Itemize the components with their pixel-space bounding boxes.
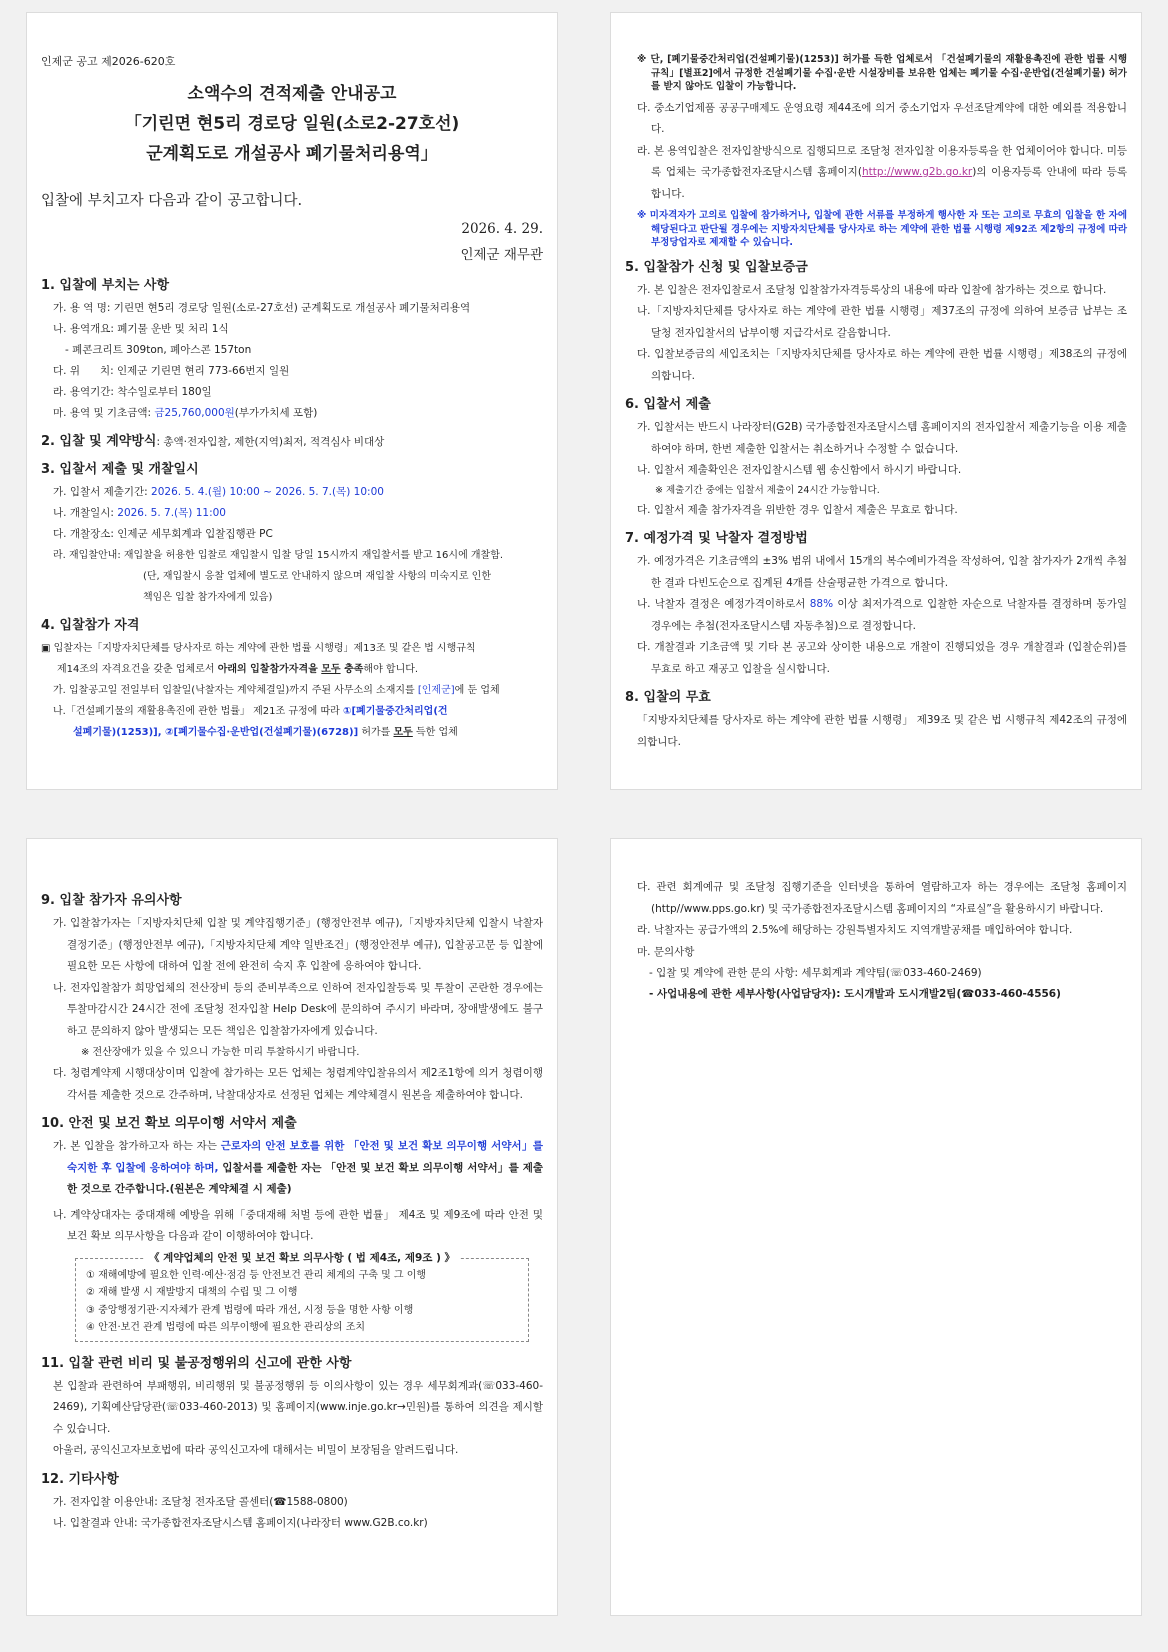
notice-issuer: 인제군 재무관 xyxy=(460,247,543,263)
item-bond-purchase: 라. 낙찰자는 공급가액의 2.5%에 해당하는 강원특별자치도 지역개발공채를 매입하여야 합니다. xyxy=(637,924,1073,936)
report-channels-text: 본 입찰과 관련하여 부패행위, 비리행위 및 불공정행위 등 이의사항이 있는 경우 세무회계과(☏033-460-2469), 기획예산담당관(☏033-460-2013) 및 홈페이지(www.inje.go.kr→민원)를 통하여 의견을 제시할 수 있습니다. xyxy=(53,1379,543,1435)
item-bid-invalid: 다. 입찰서 제출 참가자격을 위반한 경우 입찰서 제출은 무효로 합니다. xyxy=(637,503,958,516)
item-call-center: 가. 전자입찰 이용안내: 조달청 전자조달 콜센터(☎1588-0800) xyxy=(53,1495,348,1508)
submission-period-value: 2026. 5. 4.(월) 10:00 ~ 2026. 5. 7.(목) 10:00 xyxy=(151,486,384,498)
license-requirement-cont: 설폐기물)(1253)], ②[폐기물수집·운반업(건설폐기물)(6728)] 허가를 모두 득한 업체 xyxy=(73,727,458,738)
section-10-heading: 10. 안전 및 보건 확보 의무이행 서약서 제출 xyxy=(41,1116,297,1131)
notice-date: 2026. 4. 29. xyxy=(461,221,543,237)
item-base-amount: 마. 용역 및 기초금액: 금25,760,000원(부가가치세 포함) xyxy=(53,407,318,419)
license-exception-note: ※ 단, [폐기물중간처리업(건설폐기물)(1253)] 허가를 득한 업체로서 「건설폐기물의 재활용촉진에 관한 법률 시행규칙」[별표2]에서 규정한 건설폐기물 수집·운반 시설장비를 보유한 업체는 폐기물 수집·운반업(건설폐기물) 허가를 받지 않아도 입찰이 가능합니다. xyxy=(637,54,1127,92)
item-inquiries: 마. 문의사항 xyxy=(637,945,695,958)
item-result-guide: 나. 입찰결과 안내: 국가종합전자조달시스템 홈페이지(나라장터 www.G2B.co.kr) xyxy=(53,1516,428,1529)
notice-title-line-1: 소액수의 견적제출 안내공고 xyxy=(187,84,397,104)
page-2 xyxy=(610,12,1142,790)
safety-obligation-item: ② 재해 발생 시 재발방지 대책의 수립 및 그 이행 xyxy=(86,1287,298,1298)
threshold-rate: 88% xyxy=(809,598,834,610)
item-safety-pledge: 가. 본 입찰을 참가하고자 하는 자는 근로자의 안전 보호를 위한 「안전 및 보건 확보 의무이행 서약서」를 숙지한 후 입찰에 응하여야 하며, 입찰서를 제출한 자는 「안전 및 보건 확보 의무이행 서약서」를 제출한 것으로 간주합니다.(원본은 계약체결 시 제출) xyxy=(53,1140,543,1195)
item-sme-priority: 다. 중소기업제품 공공구매제도 운영요령 제44조에 의거 중소기업자 우선조달계약에 대한 예외를 적용합니다. xyxy=(637,101,1127,135)
item-license-requirement: 나.「건설폐기물의 재활용촉진에 관한 법률」 제21조 규정에 따라 ①[폐기물중간처리업(건 xyxy=(53,706,448,717)
qualification-statement-cont: 제14조의 자격요건을 갖춘 업체로서 아래의 입찰참가자격을 모두 충족해야 합니다. xyxy=(57,664,419,675)
item-opening-place: 다. 개찰장소: 인제군 세무회계과 입찰집행관 PC xyxy=(53,528,273,540)
rebid-notice-cont-2: 책임은 입찰 참가자에게 있음) xyxy=(143,592,273,603)
item-rebid-notice: 라. 재입찰안내: 재입찰을 허용한 입찰로 재입찰시 입찰 당일 15시까지 재입찰서를 받고 16시에 개찰함. xyxy=(53,550,504,561)
item-period: 라. 용역기간: 착수일로부터 180일 xyxy=(53,386,212,398)
item-service-overview: 나. 용역개요: 폐기물 운반 및 처리 1식 xyxy=(53,323,229,335)
section-12-heading: 12. 기타사항 xyxy=(41,1471,119,1487)
safety-obligations-box xyxy=(75,1251,529,1342)
page-4 xyxy=(610,838,1142,1616)
section-11-heading: 11. 입찰 관련 비리 및 불공정행위의 신고에 관한 사항 xyxy=(41,1355,352,1371)
contract-method-text: : 총액·전자입찰, 제한(지역)최저, 적격심사 비대상 xyxy=(156,436,385,448)
page-1 xyxy=(26,12,558,790)
section-9-heading: 9. 입찰 참가자 유의사항 xyxy=(41,893,182,908)
item-winner-decision: 나. 낙찰자 결정은 예정가격이하로서 88% 이상 최저가격으로 입찰한 자순으로 낙찰자를 결정하며 동가일 경우에는 추첨(전자조달시스템 자동추첨)으로 결정합니다. xyxy=(637,598,1127,632)
opening-date-value: 2026. 5. 7.(목) 11:00 xyxy=(117,507,226,519)
item-bid-confirmation: 나. 입찰서 제출확인은 전자입찰시스템 웹 송신함에서 하시기 바랍니다. xyxy=(637,464,962,476)
item-participant-rules: 가. 입찰참가자는「지방자치단체 입찰 및 계약집행기준」(행정안전부 예규),「지방자치단체 입찰시 낙찰자 결정기준」(행정안전부 예규),「지방자치단체 계약 일반조건」(행정안전부 예규), 입찰공고문 등 입찰에 필요한 모든 사항에 대하여 입찰 전에 완전히 숙지 후 입찰에 응하여야 합니다. xyxy=(53,917,543,972)
section-7-heading: 7. 예정가격 및 낙찰자 결정방법 xyxy=(625,531,808,546)
safety-box-title: 《 계약업체의 안전 및 보건 확보 의무사항 ( 법 제4조, 제9조 ) 》 xyxy=(86,1249,518,1267)
notice-number: 인제군 공고 제2026-620호 xyxy=(41,55,176,68)
item-submission-period: 가. 입찰서 제출기간: 2026. 5. 4.(월) 10:00 ~ 2026. 5. 7.(목) 10:00 xyxy=(53,486,384,498)
early-bid-note: ※ 전산장애가 있을 수 있으니 가능한 미리 투찰하시기 바랍니다. xyxy=(81,1047,360,1058)
item-opening-date: 나. 개찰일시: 2026. 5. 7.(목) 11:00 xyxy=(53,507,226,519)
section-3-heading: 3. 입찰서 제출 및 개찰일시 xyxy=(41,462,199,477)
sanction-note: ※ 미자격자가 고의로 입찰에 참가하거나, 입찰에 관한 서류를 부정하게 행사한 자 또는 고의로 무효의 입찰을 한 자에 해당된다고 판단될 경우에는 지방자치단체를 당사자로 하는 계약에 관한 법률 시행령 제92조 제2항의 규정에 따라 부정당업자로 제재할 수 있습니다. xyxy=(637,210,1127,248)
section-5-heading: 5. 입찰참가 신청 및 입찰보증금 xyxy=(625,259,808,275)
safety-obligation-item: ① 재해예방에 필요한 인력·예산·점검 등 안전보건 관리 체계의 구축 및 그 이행 xyxy=(86,1269,427,1281)
section-2-heading: 2. 입찰 및 계약방식: 총액·전자입찰, 제한(지역)최저, 적격심사 비대상 xyxy=(41,434,385,449)
item-equipment-issues: 나. 전자입찰참가 희망업체의 전산장비 등의 준비부족으로 인하여 전자입찰등록 및 투찰이 곤란한 경우에는 투찰마감시간 24시간 전에 조달청 전자입찰 Help Desk에 문의하여 주시기 바라며, 장애발생에도 불구하고 문의하지 않아 발생되는 모든 책임은 입찰참가자에게 있습니다. xyxy=(53,981,543,1037)
contract-inquiry: - 입찰 및 계약에 관한 문의 사항: 세무회계과 계약팀(☏033-460-2469) xyxy=(649,966,982,979)
item-integrity-contract: 다. 청렴계약제 시행대상이며 입찰에 참가하는 모든 업체는 청렴계약입찰유의서 제2조1항에 의거 청렴이행각서를 제출한 것으로 간주하며, 낙찰대상자로 선정된 업체는 계약체결시 원본을 제출하여야 합니다. xyxy=(53,1067,543,1101)
section-1-heading: 1. 입찰에 부치는 사항 xyxy=(41,278,170,293)
item-location: 다. 위 치: 인제군 기린면 현리 773-66번지 일원 xyxy=(53,365,290,377)
section-8-heading: 8. 입찰의 무효 xyxy=(625,690,711,705)
notice-title-line-3: 군계획도로 개설공사 폐기물처리용역」 xyxy=(146,144,438,164)
safety-obligation-item: ③ 중앙행정기관·지자체가 관계 법령에 따라 개선, 시정 등을 명한 사항 이행 xyxy=(86,1304,414,1316)
item-deposit-revenue: 다. 입찰보증금의 세입조치는「지방자치단체를 당사자로 하는 계약에 관한 법률 시행령」제38조의 규정에 의합니다. xyxy=(637,348,1127,382)
bid-invalid-text: 「지방자치단체를 당사자로 하는 계약에 관한 법률 시행령」 제39조 및 같은 법 시행규칙 제42조의 규정에 의합니다. xyxy=(637,714,1127,748)
submission-hours-note: ※ 제출기간 중에는 입찰서 제출이 24시간 가능합니다. xyxy=(655,484,880,496)
item-regulation-reference: 다. 관련 회계예규 및 조달청 집행기준을 인터넷을 통하여 열람하고자 하는 경우에는 조달청 홈페이지 (http//www.pps.go.kr) 및 국가종합전자조달시스템 홈페이지의 “자료실”을 활용하시기 바랍니다. xyxy=(637,881,1127,915)
intro-text: 입찰에 부치고자 다음과 같이 공고합니다. xyxy=(41,193,303,209)
item-service-name: 가. 용 역 명: 기린면 현5리 경로당 일원(소로-27호선) 군계획도로 개설공사 폐기물처리용역 xyxy=(53,302,471,314)
item-waste-quantity: - 폐콘크리트 309ton, 폐아스콘 157ton xyxy=(65,344,252,356)
region-value: [인제군] xyxy=(417,685,455,696)
item-bid-submission: 가. 입찰서는 반드시 나라장터(G2B) 국가종합전자조달시스템 홈페이지의 전자입찰서 제출기능을 이용 제출하여야 하며, 한번 제출한 입찰서는 취소하거나 수정할 수 없습니다. xyxy=(637,421,1127,455)
project-inquiry: - 사업내용에 관한 세부사항(사업담당자): 도시개발과 도시개발2팀(☎033-460-4556) xyxy=(649,987,1061,1000)
item-participation: 가. 본 입찰은 전자입찰로서 조달청 입찰참가자격등록상의 내용에 따라 입찰에 참가하는 것으로 합니다. xyxy=(637,283,1107,296)
item-estimated-price: 가. 예정가격은 기초금액의 ±3% 범위 내에서 15개의 복수예비가격을 작성하여, 입찰 참가자가 2개씩 추첨한 결과 다빈도순으로 집계된 4개를 산술평균한 가격으로 합니다. xyxy=(637,555,1127,589)
whistleblower-text: 아울러, 공익신고자보호법에 따라 공익신고자에 대해서는 비밀이 보장됨을 알려드립니다. xyxy=(53,1444,459,1456)
notice-title-line-2: 「기린면 현5리 경로당 일원(소로2-27호선) xyxy=(124,114,460,134)
safety-obligation-item: ④ 안전·보건 관계 법령에 따른 의무이행에 필요한 관리상의 조치 xyxy=(86,1322,366,1333)
rebid-notice-cont-1: (단, 재입찰시 응찰 업체에 별도로 안내하지 않으며 재입찰 사항의 미숙지로 인한 xyxy=(143,571,491,582)
item-result-invalid: 다. 개찰결과 기초금액 및 기타 본 공고와 상이한 내용으로 개찰이 진행되었을 경우 개찰결과 (입찰순위)를 무효로 하고 재공고 입찰을 실시합니다. xyxy=(637,641,1127,675)
page-3 xyxy=(26,838,558,1616)
qualification-statement: ▣ 입찰자는「지방자치단체를 당사자로 하는 계약에 관한 법률 시행령」제13조 및 같은 법 시행규칙 xyxy=(41,643,476,654)
section-4-heading: 4. 입찰참가 자격 xyxy=(41,618,140,633)
item-serious-accident: 나. 계약상대자는 중대재해 예방을 위해「중대재해 처벌 등에 관한 법률」 제4조 및 제9조에 따라 안전 및 보건 확보 의무사항을 다음과 같이 이행하여야 합니다. xyxy=(53,1208,543,1242)
item-registration: 라. 본 용역입찰은 전자입찰방식으로 집행되므로 조달청 전자입찰 이용자등록을 한 업체이어야 합니다. 미등록 업체는 국가종합전자조달시스템 홈페이지(http://www.g2b.go.kr)의 이용자등록 안내에 따라 등록합니다. xyxy=(637,144,1128,200)
g2b-link[interactable]: http://www.g2b.go.kr xyxy=(861,166,973,178)
item-office-location: 가. 입찰공고일 전일부터 입찰일(낙찰자는 계약체결일)까지 주된 사무소의 소재지를 [인제군]에 둔 업체 xyxy=(53,685,500,696)
item-deposit: 나.「지방자치단체를 당사자로 하는 계약에 관한 법률 시행령」제37조의 규정에 의하여 보증금 납부는 조달청 전자입찰서의 납부이행 지급각서로 갈음합니다. xyxy=(637,305,1127,339)
base-amount-value: 금25,760,000원 xyxy=(154,407,235,419)
section-6-heading: 6. 입찰서 제출 xyxy=(625,397,711,412)
